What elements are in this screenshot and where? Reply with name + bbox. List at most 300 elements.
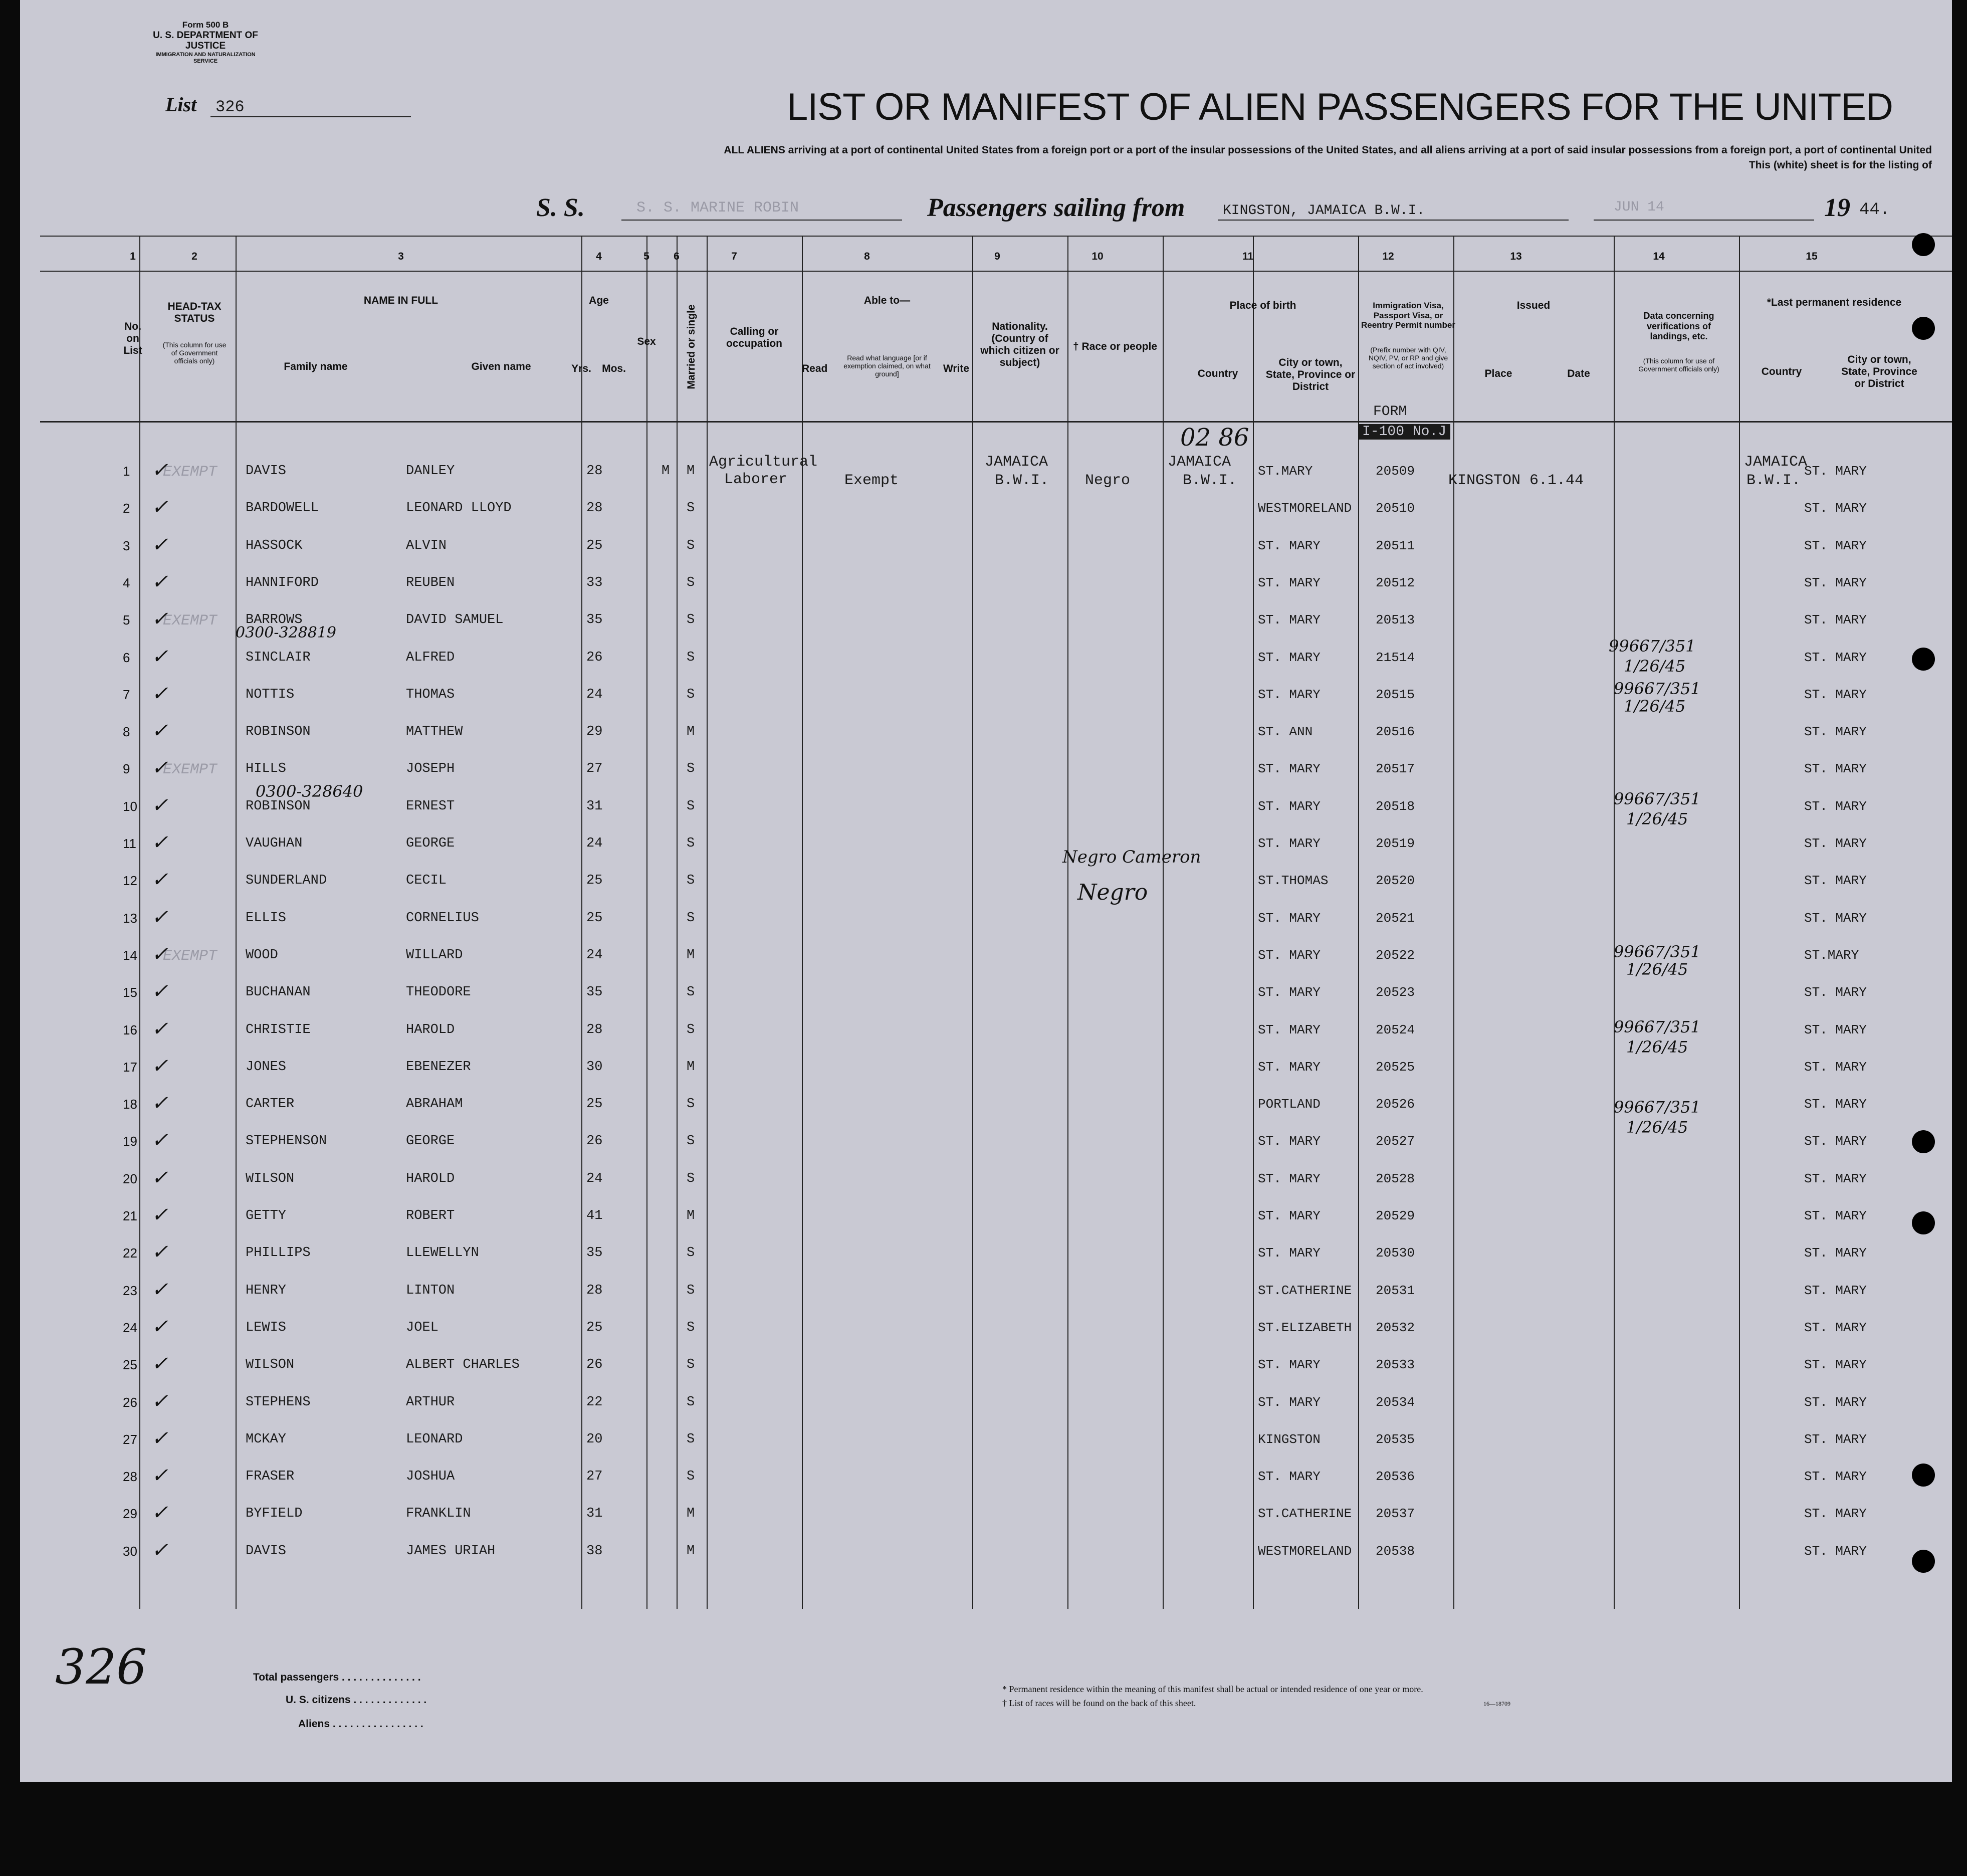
visa-number: 20531 bbox=[1376, 1283, 1415, 1298]
given-name: REUBEN bbox=[406, 575, 455, 590]
row-number: 12 bbox=[123, 873, 137, 889]
age-years: 35 bbox=[586, 985, 603, 1000]
age-years: 24 bbox=[586, 836, 603, 851]
aliens-label: Aliens . . . . . . . . . . . . . . . . bbox=[298, 1718, 423, 1730]
occupation: Agricultural bbox=[709, 454, 818, 471]
check-mark-icon: ✓ bbox=[151, 831, 168, 854]
footnote-residence: * Permanent residence within the meaning of this manifest shall be actual or intended residence of one year or more. bbox=[1002, 1684, 1423, 1694]
given-name: EBENEZER bbox=[406, 1059, 471, 1075]
handwritten-id: 0300-328819 bbox=[236, 624, 337, 642]
visa-number: 20518 bbox=[1376, 798, 1415, 814]
age-years: 25 bbox=[586, 538, 603, 553]
birth-country: B.W.I. bbox=[1183, 472, 1237, 489]
header-age-yrs: Yrs. bbox=[571, 363, 591, 374]
row-number: 29 bbox=[123, 1506, 137, 1522]
header-birth-country: Country bbox=[1197, 368, 1238, 379]
residence-city: ST. MARY bbox=[1804, 1357, 1867, 1373]
age-years: 28 bbox=[586, 464, 603, 479]
subtitle-line-1: ALL ALIENS arriving at a port of continental United States from a foreign port or a port of the insular possessions of the United States, and all aliens arriving at a port of said insular possessions from a foreign port, a port of continental United bbox=[724, 144, 1932, 156]
family-name: FRASER bbox=[246, 1469, 295, 1485]
residence-city: ST. MARY bbox=[1804, 836, 1867, 851]
residence-city: ST. MARY bbox=[1804, 1171, 1867, 1186]
row-number: 30 bbox=[123, 1543, 137, 1559]
marital-status: S bbox=[687, 1394, 695, 1410]
visa-number: 20510 bbox=[1376, 501, 1415, 516]
birth-city: ST. MARY bbox=[1258, 1171, 1321, 1186]
birth-city: ST. MARY bbox=[1258, 985, 1321, 1000]
age-years: 29 bbox=[586, 724, 603, 740]
header-place-of-birth: Place of birth bbox=[1229, 300, 1296, 311]
visa-number: 20526 bbox=[1376, 1097, 1415, 1112]
punch-hole bbox=[1912, 648, 1935, 671]
visa-number: 20517 bbox=[1376, 761, 1415, 777]
age-years: 38 bbox=[586, 1543, 603, 1559]
check-mark-icon: ✓ bbox=[151, 1538, 168, 1562]
check-mark-icon: ✓ bbox=[151, 980, 168, 1003]
visa-number: 20527 bbox=[1376, 1134, 1415, 1149]
check-mark-icon: ✓ bbox=[151, 1203, 168, 1226]
landing-verification: 1/26/45 bbox=[1626, 809, 1688, 828]
age-years: 26 bbox=[586, 650, 603, 665]
age-years: 27 bbox=[586, 1469, 603, 1485]
visa-number: 21514 bbox=[1376, 650, 1415, 665]
residence-city: ST. MARY bbox=[1804, 575, 1867, 590]
given-name: ERNEST bbox=[406, 798, 455, 814]
header-issued-place: Place bbox=[1484, 368, 1512, 379]
marital-status: S bbox=[687, 1022, 695, 1037]
residence-city: ST. MARY bbox=[1804, 1543, 1867, 1559]
race-annotation: Negro bbox=[1077, 880, 1148, 905]
col-num: 15 bbox=[1806, 251, 1818, 262]
birth-city: WESTMORELAND bbox=[1258, 501, 1352, 516]
col-rule bbox=[139, 236, 140, 1609]
row-number: 11 bbox=[123, 836, 136, 851]
ship-name: S. S. MARINE ROBIN bbox=[636, 199, 799, 217]
punch-hole bbox=[1912, 233, 1935, 256]
birth-city: ST. MARY bbox=[1258, 1059, 1321, 1075]
header-married-single: Married or single bbox=[685, 304, 697, 389]
sailing-label: Passengers sailing from bbox=[927, 193, 1185, 222]
landing-verification: 99667/351 bbox=[1614, 942, 1701, 961]
check-mark-icon: ✓ bbox=[151, 1389, 168, 1413]
age-years: 26 bbox=[586, 1134, 603, 1149]
col-rule bbox=[236, 236, 237, 1609]
col-rule bbox=[707, 236, 708, 1609]
residence-city: ST. MARY bbox=[1804, 724, 1867, 740]
row-number: 20 bbox=[123, 1171, 137, 1186]
manifest-sheet bbox=[20, 0, 1952, 1782]
residence-city: ST. MARY bbox=[1804, 1097, 1867, 1112]
given-name: ARTHUR bbox=[406, 1394, 455, 1410]
landing-verification: 1/26/45 bbox=[1624, 657, 1686, 676]
punch-hole bbox=[1912, 1464, 1935, 1487]
check-mark-icon: ✓ bbox=[151, 645, 168, 668]
check-mark-icon: ✓ bbox=[151, 1166, 168, 1189]
marital-status: S bbox=[687, 1431, 695, 1447]
check-mark-icon: ✓ bbox=[151, 905, 168, 929]
birth-city: ST. ANN bbox=[1258, 724, 1313, 740]
landing-verification: 1/26/45 bbox=[1626, 960, 1688, 979]
visa-number: 20509 bbox=[1376, 464, 1415, 479]
header-last-residence: *Last permanent residence bbox=[1767, 297, 1902, 308]
occupation: Laborer bbox=[724, 471, 788, 488]
row-number: 10 bbox=[123, 798, 137, 814]
col-num: 9 bbox=[994, 251, 1000, 262]
col-rule bbox=[1253, 236, 1254, 1609]
marital-status: S bbox=[687, 575, 695, 590]
birth-city: ST.ELIZABETH bbox=[1258, 1320, 1352, 1335]
residence-city: ST. MARY bbox=[1804, 501, 1867, 516]
marital-status: S bbox=[687, 798, 695, 814]
header-birth-city: City or town, State, Province or District bbox=[1265, 357, 1356, 393]
check-mark-icon: ✓ bbox=[151, 868, 168, 892]
age-years: 25 bbox=[586, 1097, 603, 1112]
birth-city: WESTMORELAND bbox=[1258, 1543, 1352, 1559]
age-years: 31 bbox=[586, 798, 603, 814]
marital-status: S bbox=[687, 1283, 695, 1298]
landing-verification: 1/26/45 bbox=[1624, 697, 1686, 716]
page-subtitle bbox=[428, 143, 1932, 173]
given-name: ABRAHAM bbox=[406, 1097, 463, 1112]
visa-number: 20520 bbox=[1376, 873, 1415, 889]
given-name: JAMES URIAH bbox=[406, 1543, 496, 1559]
col-num: 13 bbox=[1510, 251, 1522, 262]
row-number: 7 bbox=[123, 687, 130, 702]
residence-city: ST. MARY bbox=[1804, 1208, 1867, 1223]
check-mark-icon: ✓ bbox=[151, 496, 168, 519]
header-sex: Sex bbox=[637, 336, 656, 347]
marital-status: M bbox=[687, 1543, 695, 1559]
marital-status: M bbox=[687, 947, 695, 963]
marital-status: S bbox=[687, 1320, 695, 1335]
check-mark-icon: ✓ bbox=[151, 533, 168, 556]
col-rule bbox=[581, 236, 582, 1609]
age-years: 25 bbox=[586, 910, 603, 926]
header-race: † Race or people bbox=[1072, 341, 1158, 352]
given-name: HAROLD bbox=[406, 1171, 455, 1186]
visa-number: 20528 bbox=[1376, 1171, 1415, 1186]
marital-status: S bbox=[687, 836, 695, 851]
landing-verification: 99667/351 bbox=[1609, 637, 1696, 656]
header-issued: Issued bbox=[1516, 300, 1551, 311]
age-years: 35 bbox=[586, 1245, 603, 1261]
age-years: 28 bbox=[586, 1283, 603, 1298]
col-rule bbox=[972, 236, 973, 1609]
landing-verification: 99667/351 bbox=[1614, 679, 1701, 698]
given-name: ROBERT bbox=[406, 1208, 455, 1223]
given-name: CECIL bbox=[406, 873, 447, 889]
check-mark-icon: ✓ bbox=[151, 1464, 168, 1488]
ship-underline bbox=[621, 220, 902, 221]
landing-verification: 99667/351 bbox=[1614, 1098, 1701, 1117]
form-identifier bbox=[145, 20, 266, 65]
visa-number: 20519 bbox=[1376, 836, 1415, 851]
col-num: 14 bbox=[1653, 251, 1665, 262]
header-read: Read bbox=[802, 363, 828, 374]
check-mark-icon: ✓ bbox=[151, 793, 168, 817]
given-name: JOSEPH bbox=[406, 761, 455, 777]
age-years: 24 bbox=[586, 1171, 603, 1186]
birth-city: ST. MARY bbox=[1258, 910, 1321, 926]
age-years: 24 bbox=[586, 687, 603, 702]
check-mark-icon: ✓ bbox=[151, 756, 168, 780]
col-num: 8 bbox=[864, 251, 870, 262]
visa-number: 20515 bbox=[1376, 687, 1415, 702]
given-name: THEODORE bbox=[406, 985, 471, 1000]
page-title: LIST OR MANIFEST OF ALIEN PASSENGERS FOR THE UNITED bbox=[787, 86, 1893, 128]
age-years: 35 bbox=[586, 612, 603, 628]
us-citizens-text: U. S. citizens bbox=[286, 1694, 351, 1706]
row-number: 14 bbox=[123, 947, 137, 963]
marital-status: S bbox=[687, 761, 695, 777]
family-name: BUCHANAN bbox=[246, 985, 311, 1000]
visa-number: 20511 bbox=[1376, 538, 1415, 553]
given-name: JOSHUA bbox=[406, 1469, 455, 1485]
col-num: 4 bbox=[596, 251, 602, 262]
check-mark-icon: ✓ bbox=[151, 719, 168, 743]
col-rule bbox=[1067, 236, 1068, 1609]
given-name: LLEWELLYN bbox=[406, 1245, 479, 1261]
family-name: MCKAY bbox=[246, 1431, 287, 1447]
given-name: FRANKLIN bbox=[406, 1506, 471, 1522]
col-rule bbox=[1739, 236, 1740, 1609]
footnote-races: † List of races will be found on the back of this sheet. bbox=[1002, 1698, 1196, 1708]
residence-city: ST. MARY bbox=[1804, 1283, 1867, 1298]
row-number: 27 bbox=[123, 1431, 137, 1447]
age-years: 25 bbox=[586, 873, 603, 889]
given-name: ALFRED bbox=[406, 650, 455, 665]
family-name: SINCLAIR bbox=[246, 650, 311, 665]
issued-place: KINGSTON 6.1.44 bbox=[1448, 472, 1584, 489]
nationality: B.W.I. bbox=[995, 472, 1049, 489]
family-name: DAVIS bbox=[246, 464, 287, 479]
age-years: 22 bbox=[586, 1394, 603, 1410]
visa-number: 20525 bbox=[1376, 1059, 1415, 1075]
ship-prefix: S. S. bbox=[536, 193, 585, 222]
given-name: CORNELIUS bbox=[406, 910, 479, 926]
header-calling: Calling or occupation bbox=[726, 326, 782, 350]
row-number: 19 bbox=[123, 1134, 137, 1149]
col-num: 3 bbox=[398, 251, 404, 262]
birth-city: ST. MARY bbox=[1258, 575, 1321, 590]
check-mark-icon: ✓ bbox=[151, 1017, 168, 1040]
residence-city: ST. MARY bbox=[1804, 1320, 1867, 1335]
birth-city: ST. MARY bbox=[1258, 947, 1321, 963]
header-nationality: Nationality. (Country of which citizen or subject) bbox=[980, 321, 1059, 369]
marital-status: S bbox=[687, 985, 695, 1000]
row-number: 18 bbox=[123, 1097, 137, 1112]
residence-city: ST. MARY bbox=[1804, 1245, 1867, 1261]
family-name: CHRISTIE bbox=[246, 1022, 311, 1037]
birth-city: ST. MARY bbox=[1258, 538, 1321, 553]
birth-city: ST. MARY bbox=[1258, 1208, 1321, 1223]
marital-status: S bbox=[687, 538, 695, 553]
col-rule bbox=[677, 236, 678, 1609]
residence-city: ST. MARY bbox=[1804, 761, 1867, 777]
family-name: PHILLIPS bbox=[246, 1245, 311, 1261]
family-name: HANNIFORD bbox=[246, 575, 319, 590]
check-mark-icon: ✓ bbox=[151, 1426, 168, 1450]
visa-number: 20523 bbox=[1376, 985, 1415, 1000]
total-passengers-text: Total passengers bbox=[253, 1672, 339, 1683]
family-name: ROBINSON bbox=[246, 798, 311, 814]
col-num: 10 bbox=[1091, 251, 1104, 262]
check-mark-icon: ✓ bbox=[151, 1129, 168, 1152]
row-number: 1 bbox=[123, 464, 130, 479]
birth-city: ST.CATHERINE bbox=[1258, 1506, 1352, 1522]
col-rule bbox=[646, 236, 647, 1609]
col-rule bbox=[1614, 236, 1615, 1609]
landing-verification: 1/26/45 bbox=[1626, 1037, 1688, 1057]
check-mark-icon: ✓ bbox=[151, 1054, 168, 1078]
col-num: 6 bbox=[674, 251, 680, 262]
visa-number: 20530 bbox=[1376, 1245, 1415, 1261]
form-stamp: FORM bbox=[1373, 404, 1407, 420]
check-mark-icon: ✓ bbox=[151, 1240, 168, 1264]
col-rule bbox=[1453, 236, 1454, 1609]
subtitle-line-2: This (white) sheet is for the listing of bbox=[1749, 159, 1932, 171]
handwritten-code: 02 86 bbox=[1180, 424, 1249, 452]
row-number: 24 bbox=[123, 1320, 137, 1335]
birth-country: JAMAICA bbox=[1168, 454, 1231, 471]
age-years: 20 bbox=[586, 1431, 603, 1447]
marital-status: S bbox=[687, 612, 695, 628]
rule bbox=[40, 236, 1952, 237]
punch-hole bbox=[1912, 1550, 1935, 1573]
visa-number: 20536 bbox=[1376, 1469, 1415, 1485]
residence-city: ST. MARY bbox=[1804, 1506, 1867, 1522]
birth-city: PORTLAND bbox=[1258, 1097, 1321, 1112]
row-number: 2 bbox=[123, 501, 130, 516]
punch-hole bbox=[1912, 1211, 1935, 1234]
given-name: ALBERT CHARLES bbox=[406, 1357, 520, 1373]
family-name: STEPHENSON bbox=[246, 1134, 327, 1149]
service-name: IMMIGRATION AND NATURALIZATION SERVICE bbox=[155, 52, 256, 64]
form-stamp-number: I-100 No.J bbox=[1358, 424, 1450, 440]
marital-status: M bbox=[687, 464, 695, 479]
check-mark-icon: ✓ bbox=[151, 1315, 168, 1338]
header-name-in-full: NAME IN FULL bbox=[363, 295, 439, 306]
birth-city: ST.CATHERINE bbox=[1258, 1283, 1352, 1298]
marital-status: M bbox=[687, 1506, 695, 1522]
row-number: 5 bbox=[123, 612, 130, 628]
form-number: Form 500 B bbox=[182, 20, 229, 30]
landing-verification: 1/26/45 bbox=[1626, 1118, 1688, 1137]
given-name: GEORGE bbox=[406, 1134, 455, 1149]
row-number: 17 bbox=[123, 1059, 137, 1075]
check-mark-icon: ✓ bbox=[151, 942, 168, 966]
age-years: 28 bbox=[586, 501, 603, 516]
family-name: HENRY bbox=[246, 1283, 287, 1298]
residence-city: ST. MARY bbox=[1804, 910, 1867, 926]
visa-number: 20529 bbox=[1376, 1208, 1415, 1223]
visa-number: 20513 bbox=[1376, 612, 1415, 628]
birth-city: ST. MARY bbox=[1258, 1022, 1321, 1037]
family-name: GETTY bbox=[246, 1208, 287, 1223]
given-name: LINTON bbox=[406, 1283, 455, 1298]
row-number: 21 bbox=[123, 1208, 137, 1223]
col-num: 12 bbox=[1382, 251, 1394, 262]
birth-city: ST.MARY bbox=[1258, 464, 1313, 479]
list-number: 326 bbox=[215, 98, 245, 116]
visa-number: 20534 bbox=[1376, 1394, 1415, 1410]
marital-status: S bbox=[687, 501, 695, 516]
residence-city: ST. MARY bbox=[1804, 1469, 1867, 1485]
birth-city: ST. MARY bbox=[1258, 1134, 1321, 1149]
age-years: 27 bbox=[586, 761, 603, 777]
visa-number: 20533 bbox=[1376, 1357, 1415, 1373]
check-mark-icon: ✓ bbox=[151, 1501, 168, 1525]
row-number: 22 bbox=[123, 1245, 137, 1261]
row-number: 3 bbox=[123, 538, 130, 553]
department-name: U. S. DEPARTMENT OF JUSTICE bbox=[153, 30, 258, 52]
residence-city: ST. MARY bbox=[1804, 650, 1867, 665]
total-passengers-label: Total passengers . . . . . . . . . . . . . . bbox=[253, 1672, 421, 1683]
header-issued-date: Date bbox=[1567, 368, 1590, 379]
residence-city: ST. MARY bbox=[1804, 798, 1867, 814]
us-citizens-label: U. S. citizens . . . . . . . . . . . . . bbox=[286, 1694, 427, 1706]
visa-number: 20516 bbox=[1376, 724, 1415, 740]
row-number: 26 bbox=[123, 1394, 137, 1410]
residence-country: JAMAICA bbox=[1744, 454, 1808, 471]
list-label: List bbox=[165, 93, 197, 116]
landing-verification: 99667/351 bbox=[1614, 1017, 1701, 1036]
given-name: LEONARD bbox=[406, 1431, 463, 1447]
family-name: HILLS bbox=[246, 761, 287, 777]
visa-number: 20524 bbox=[1376, 1022, 1415, 1037]
family-name: ROBINSON bbox=[246, 724, 311, 740]
visa-number: 20538 bbox=[1376, 1543, 1415, 1559]
birth-city: ST. MARY bbox=[1258, 1245, 1321, 1261]
residence-city: ST. MARY bbox=[1804, 1431, 1867, 1447]
visa-number: 20522 bbox=[1376, 947, 1415, 963]
age-years: 31 bbox=[586, 1506, 603, 1522]
residence-city: ST. MARY bbox=[1804, 873, 1867, 889]
family-name: WILSON bbox=[246, 1357, 295, 1373]
check-mark-icon: ✓ bbox=[151, 1092, 168, 1115]
birth-city: ST. MARY bbox=[1258, 761, 1321, 777]
marital-status: S bbox=[687, 1469, 695, 1485]
family-name: JONES bbox=[246, 1059, 287, 1075]
given-name: DANLEY bbox=[406, 464, 455, 479]
family-name: BYFIELD bbox=[246, 1506, 303, 1522]
race-annotation: Negro Cameron bbox=[1062, 847, 1201, 867]
header-visa-note: (Prefix number with QIV, NQIV, PV, or RP and give section of act involved) bbox=[1368, 346, 1448, 370]
marital-status: S bbox=[687, 1245, 695, 1261]
given-name: HAROLD bbox=[406, 1022, 455, 1037]
port-underline bbox=[1218, 220, 1569, 221]
header-given-name: Given name bbox=[471, 361, 531, 372]
race: Negro bbox=[1085, 472, 1131, 489]
marital-status: M bbox=[687, 1059, 695, 1075]
birth-city: ST. MARY bbox=[1258, 650, 1321, 665]
row-number: 25 bbox=[123, 1357, 137, 1373]
col-rule bbox=[802, 236, 803, 1609]
footer-code: 16—18709 bbox=[1483, 1700, 1510, 1707]
marital-status: S bbox=[687, 650, 695, 665]
age-years: 28 bbox=[586, 1022, 603, 1037]
birth-city: ST. MARY bbox=[1258, 1357, 1321, 1373]
rule bbox=[40, 421, 1952, 423]
handwritten-list-total: 326 bbox=[55, 1639, 147, 1695]
residence-country: B.W.I. bbox=[1746, 472, 1801, 489]
head-tax-status: EXEMPT bbox=[163, 947, 217, 965]
birth-city: ST. MARY bbox=[1258, 612, 1321, 628]
header-landing-note: (This column for use of Government officials only) bbox=[1638, 357, 1719, 373]
header-head-tax: HEAD-TAX STATUS bbox=[167, 301, 222, 325]
residence-city: ST. MARY bbox=[1804, 687, 1867, 702]
head-tax-status: EXEMPT bbox=[163, 761, 217, 779]
